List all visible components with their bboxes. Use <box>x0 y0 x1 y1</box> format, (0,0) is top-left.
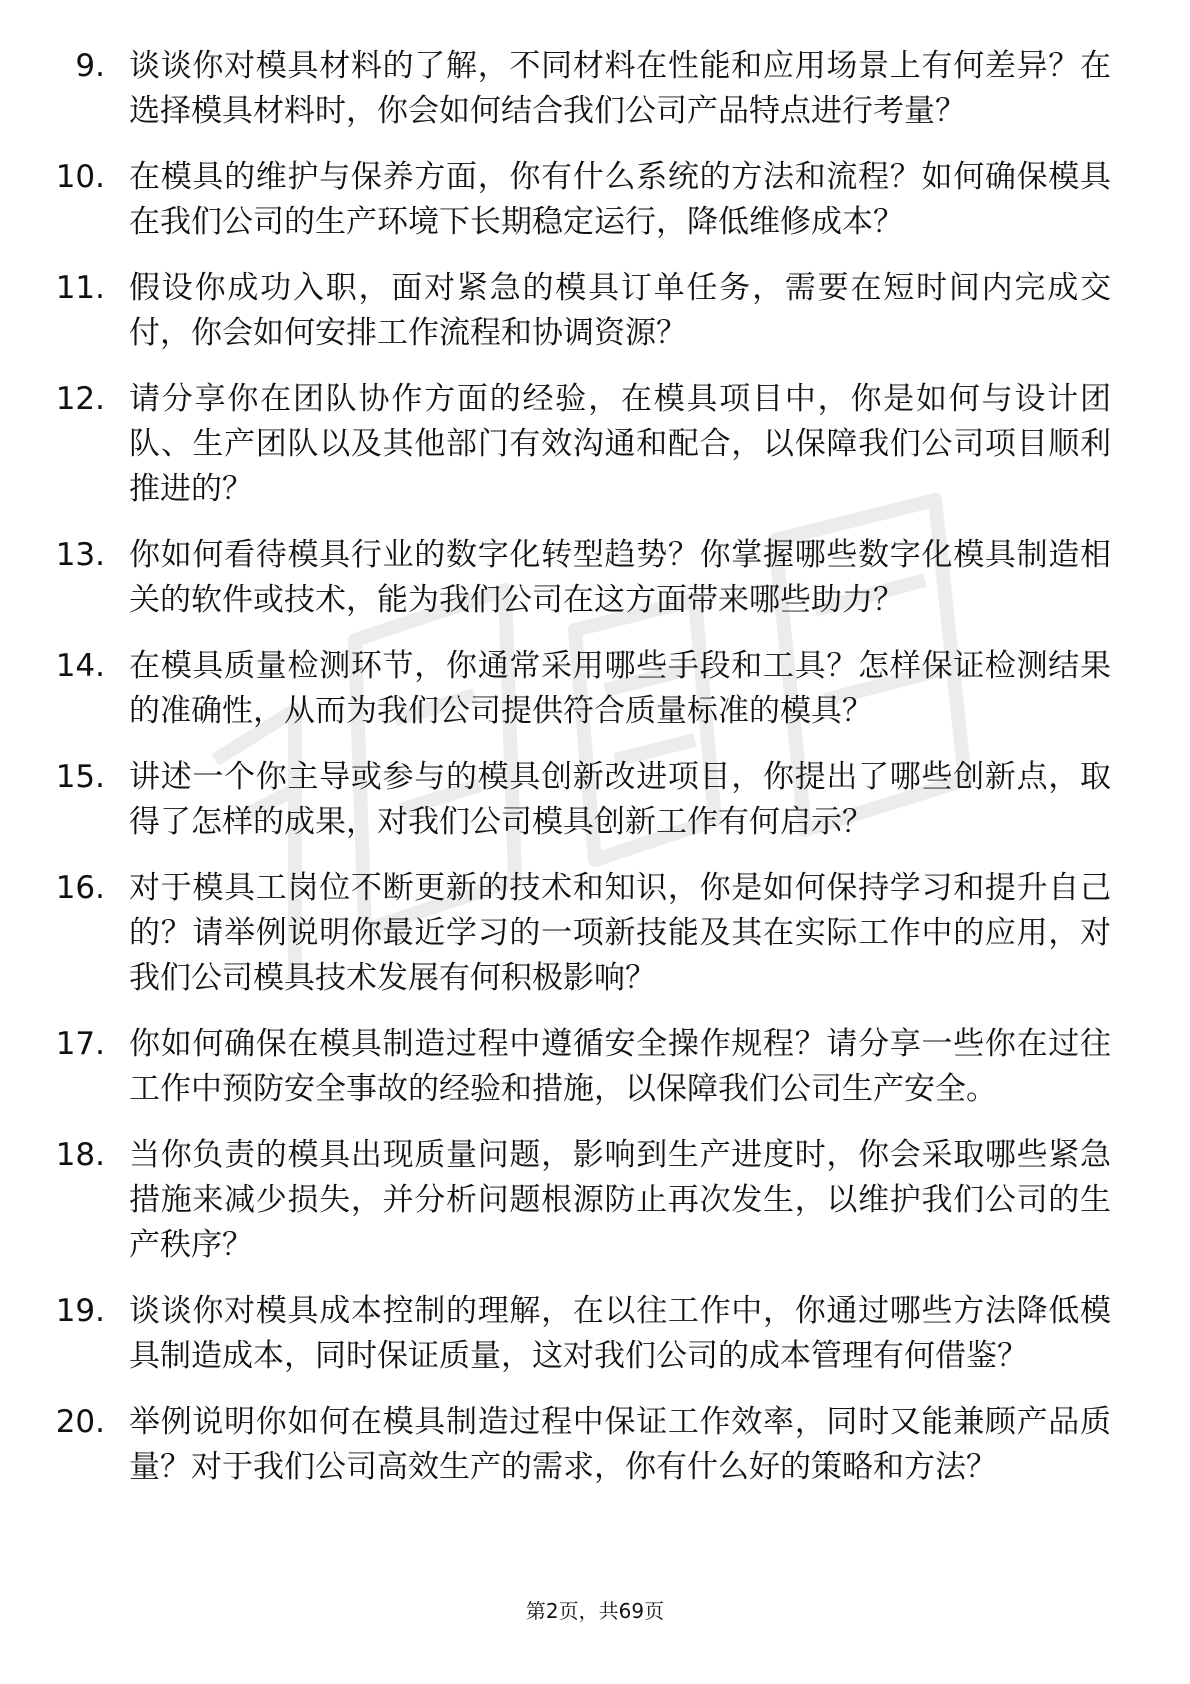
question-number: 19. <box>55 1293 105 1329</box>
question-item-14 <box>0 644 1190 734</box>
question-number: 11. <box>55 270 105 306</box>
question-item-12 <box>0 377 1190 512</box>
question-item-11 <box>0 266 1190 356</box>
page-indicator: 第2页，共69页 <box>525 1599 665 1623</box>
question-number: 17. <box>55 1026 105 1062</box>
question-text: 你如何确保在模具制造过程中遵循安全操作规程？请分享一些你在过往工作中预防安全事故的经验和措施，以保障我们公司生产安全。 <box>129 1026 1111 1107</box>
question-text: 讲述一个你主导或参与的模具创新改进项目，你提出了哪些创新点，取得了怎样的成果，对我们公司模具创新工作有何启示？ <box>129 759 1111 840</box>
question-text: 对于模具工岗位不断更新的技术和知识，你是如何保持学习和提升自己的？请举例说明你最近学习的一项新技能及其在实际工作中的应用，对我们公司模具技术发展有何积极影响？ <box>129 870 1111 996</box>
question-text: 当你负责的模具出现质量问题，影响到生产进度时，你会采取哪些紧急措施来减少损失，并分析问题根源防止再次发生，以维护我们公司的生产秩序？ <box>129 1137 1111 1263</box>
question-item-16 <box>0 866 1190 1001</box>
question-item-19 <box>0 1289 1190 1379</box>
question-item-9 <box>0 44 1190 134</box>
question-item-20 <box>0 1400 1190 1490</box>
question-number: 16. <box>55 870 105 906</box>
question-text: 你如何看待模具行业的数字化转型趋势？你掌握哪些数字化模具制造相关的软件或技术，能为我们公司在这方面带来哪些助力？ <box>129 537 1111 618</box>
question-number: 20. <box>55 1404 105 1440</box>
question-text: 在模具质量检测环节，你通常采用哪些手段和工具？怎样保证检测结果的准确性，从而为我们公司提供符合质量标准的模具？ <box>129 648 1111 729</box>
question-item-15 <box>0 755 1190 845</box>
question-text: 举例说明你如何在模具制造过程中保证工作效率，同时又能兼顾产品质量？对于我们公司高效生产的需求，你有什么好的策略和方法？ <box>129 1404 1111 1485</box>
question-number: 18. <box>55 1137 105 1173</box>
question-text: 在模具的维护与保养方面，你有什么系统的方法和流程？如何确保模具在我们公司的生产环境下长期稳定运行，降低维修成本？ <box>129 159 1111 240</box>
question-number: 9. <box>75 48 105 84</box>
question-number: 15. <box>55 759 105 795</box>
question-text: 谈谈你对模具成本控制的理解，在以往工作中，你通过哪些方法降低模具制造成本，同时保证质量，这对我们公司的成本管理有何借鉴？ <box>129 1293 1111 1374</box>
question-number: 13. <box>55 537 105 573</box>
question-number: 14. <box>55 648 105 684</box>
question-item-18 <box>0 1133 1190 1268</box>
question-item-13 <box>0 533 1190 623</box>
question-list <box>0 44 1190 1511</box>
question-text: 谈谈你对模具材料的了解，不同材料在性能和应用场景上有何差异？在选择模具材料时，你会如何结合我们公司产品特点进行考量？ <box>129 48 1111 129</box>
question-item-17 <box>0 1022 1190 1112</box>
question-text: 请分享你在团队协作方面的经验，在模具项目中，你是如何与设计团队、生产团队以及其他部门有效沟通和配合，以保障我们公司项目顺利推进的？ <box>129 381 1111 507</box>
question-number: 12. <box>55 381 105 417</box>
question-item-10 <box>0 155 1190 245</box>
question-number: 10. <box>55 159 105 195</box>
question-text: 假设你成功入职，面对紧急的模具订单任务，需要在短时间内完成交付，你会如何安排工作流程和协调资源？ <box>129 270 1111 351</box>
